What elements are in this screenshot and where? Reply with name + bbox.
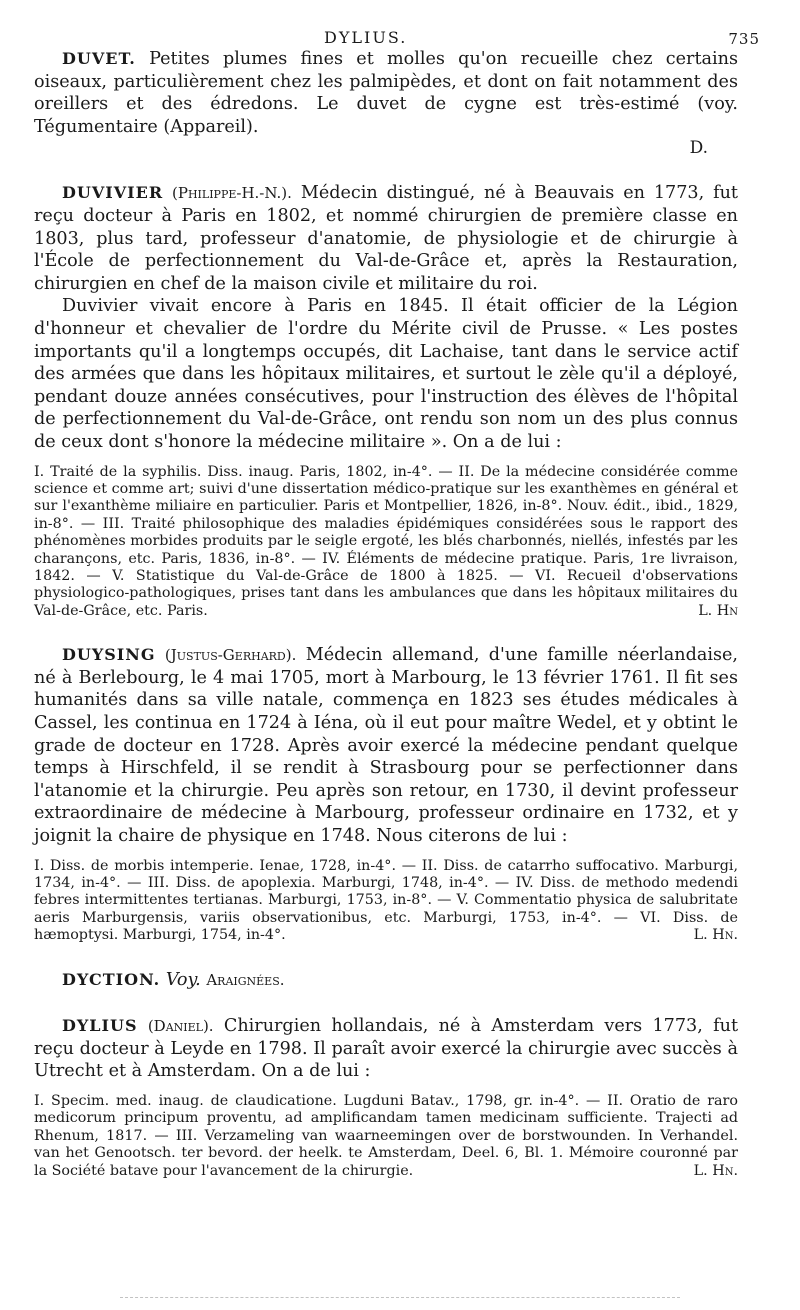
page-number: 735 xyxy=(728,30,760,48)
entry-duysing-name: (Justus-Gerhard). xyxy=(164,646,297,665)
entry-duysing-signature: L. Hn. xyxy=(693,927,738,944)
entry-duysing-body: Médecin allemand, d'une famille néerlandaise, né à Berlebourg, le 4 mai 1705, mort à Marbourg, le 13 février 1761. Il fit ses humanités dans sa ville natale, commença en 1823 ses études médicales à Cassel, les continua en 1724 à Iéna, où il eut pour maître Wedel, et y obtint le grade de docteur en 1728. Après avoir exercé la médecine pendant quelque temps à Hirschfeld, il se rendit à Strasbourg pour se perfectionner dans l'atanomie et la chirurgie. Peu après son retour, en 1730, il devint professeur extraordinaire de médecine à Marbourg, professeur ordinaire en 1732, et y joignit la chaire de physique en 1748. Nous citerons de lui : xyxy=(34,645,739,846)
entry-duvivier-bibliography xyxy=(34,464,738,621)
entry-duvet-text xyxy=(34,48,738,138)
entry-duvivier-para2: Duvivier vivait encore à Paris en 1845. Il était officier de la Légion d'honneur et chevalier de l'ordre du Mérite civil de Prusse. « Les postes importants qu'il a longtemps occupés, dit Lachaise, tant dans le service actif des armées que dans les hôpitaux militaires, et surtout le zèle qu'il a déployé, pendant douze années consécutives, pour l'instruction des élèves de l'hôpital de perfectionnement du Val-de-Grâce, ont rendu son nom un des plus connus de ceux dont s'honore la médecine militaire ». On a de lui : xyxy=(34,296,738,452)
entry-dylius-bibliography-text: I. Specim. med. inaug. de claudicatione. Lugduni Batav., 1798, gr. in-4°. — II. Oratio de raro medicorum principum proventu, ad amplificandam tamen medicinam sufficiente. Trajecti ad Rhenum, 1817. — III. Verzameling van waarneemingen over de borstwounden. In Verhandel. van het Genootsch. ter bevord. der heelk. te Amsterdam, Deel. 6, Bl. 1. Mémoire couronné par la Société batave pour l'avancement de la chirurgie. xyxy=(34,1092,738,1179)
entry-duvivier-signature: L. Hn xyxy=(698,602,738,619)
footer-divider xyxy=(120,1297,680,1298)
entry-duvivier-bibliography-text: I. Traité de la syphilis. Diss. inaug. Paris, 1802, in-4°. — II. De la médecine considérée comme science et comme art; suivi d'une dissertation médico-pratique sur les exanthèmes en général et sur l'exanthème miliaire en particulier. Paris et Montpellier, 1826, in-8°. Nouv. édit., ibid., 1829, in-8°. — III. Traité philosophique des maladies épidémiques considérées sous le rapport des phénomènes morbides produits par le seigle ergoté, les blés charbonnés, niellés, infestés par les charançons, etc. Paris, 1836, in-8°. — IV. Éléments de médecine pratique. Paris, 1re livraison, 1842. — V. Statistique du Val-de-Grâce de 1800 à 1825. — VI. Recueil d'observations physiologico-pathologiques, prises tant dans les ambulances que dans les hôpitaux militaires du Val-de-Grâce, etc. Paris. xyxy=(34,463,738,619)
entry-dylius-bibliography xyxy=(34,1093,738,1180)
entry-duvivier-para1 xyxy=(34,182,738,295)
entry-duysing-bibliography-text: I. Diss. de morbis intemperie. Ienae, 1728, in-4°. — II. Diss. de catarrho suffocativo. Marburgi, 1734, in-4°. — III. Diss. de apoplexia. Marburgi, 1748, in-4°. — IV. Diss. de methodo medendi febres intermittentes tertianas. Marburgi, 1753, in-8°. — V. Commentatio physica de salubritate aeris Marburgensis, variis observationibus, etc. Marburgi, 1753, in-4°. — VI. Diss. de hæmoptysi. Marburgi, 1754, in-4°. xyxy=(34,857,738,944)
entry-duysing-term: DUYSING xyxy=(62,645,156,665)
entry-duvet-term: DUVET. xyxy=(62,49,136,68)
entry-duvet-signature: D. xyxy=(689,138,708,159)
entry-dyction-text xyxy=(34,969,738,992)
entry-dylius-term: DYLIUS xyxy=(62,1016,138,1036)
entry-duvivier-name: (Philippe-H.-N.). xyxy=(172,184,292,203)
entry-dyction-term: DYCTION. xyxy=(62,969,161,989)
entry-dyction xyxy=(34,969,738,992)
entry-duvivier xyxy=(34,182,738,620)
entry-dylius-text xyxy=(34,1015,738,1083)
entry-dylius xyxy=(34,1015,738,1180)
entry-duvet-body: Petites plumes fines et molles qu'on recueille chez certains oiseaux, particulièrement chez les palmipèdes, et dont on fait notamment des oreillers et des édredons. Le duvet de cygne est très-estimé (voy. Tégumentaire (Appareil). xyxy=(34,49,738,137)
entry-duvivier-para1-body: Médecin distingué, né à Beauvais en 1773, fut reçu docteur à Paris en 1802, et nommé chirurgien de première classe en 1803, plus tard, professeur d'anatomie, de physiologie et de chirurgie à l'École de perfectionnement du Val-de-Grâce et, après la Restauration, chirurgien en chef de la maison civile et militaire du roi. xyxy=(34,183,738,294)
entry-dylius-signature: L. Hn. xyxy=(693,1162,738,1179)
entry-dyction-voy: Voy. xyxy=(165,969,201,990)
running-head xyxy=(34,22,760,48)
entry-dylius-body: Chirurgien hollandais, né à Amsterdam vers 1773, fut reçu docteur à Leyde en 1798. Il paraît avoir exercé la chirurgie avec succès à Utrecht et à Amsterdam. On a de lui : xyxy=(34,1016,739,1082)
entry-duvivier-term: DUVIVIER xyxy=(62,183,164,203)
entry-dyction-ref: Araignées. xyxy=(206,970,285,989)
entry-duysing-bibliography xyxy=(34,858,738,945)
entry-duvet xyxy=(34,48,738,158)
entry-duysing-text xyxy=(34,644,738,847)
entry-duysing xyxy=(34,644,738,944)
running-head-title: DYLIUS. xyxy=(324,28,408,47)
entry-dylius-name: (Daniel). xyxy=(147,1017,214,1036)
